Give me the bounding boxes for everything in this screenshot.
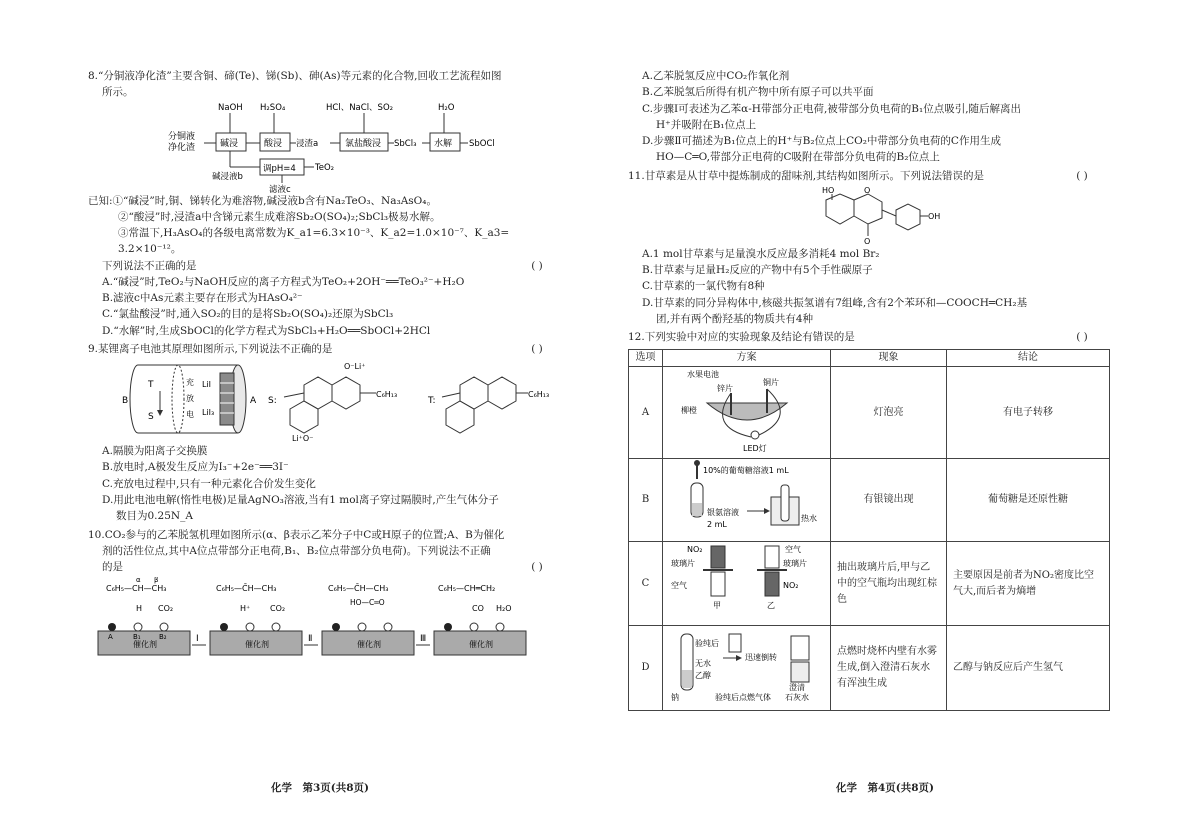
flow-box5-label: 调pH=4 [263,163,296,174]
row-a-option: A [629,366,663,459]
flow-box3-label: 氯盐酸浸 [345,138,382,149]
c-air-2: 空气 [784,544,801,554]
mech-h2o-4: H₂O [496,604,512,614]
mech-b1-1: B₁ [133,633,141,642]
q9-stem: ( ) 9.某锂离子电池其原理如图所示,下列说法不正确的是 [88,341,558,357]
q11-o-label: O [864,185,871,195]
q8-answer-paren: ( ) [531,259,543,272]
flow-mid-slag: 浸渣a [296,138,319,149]
mech-h-1: H [136,604,143,614]
q10-stem-line3: ( ) 的是 [88,559,558,575]
flow-mid-sbcl3: SbCl₃ [394,138,417,149]
struct-s-lio: Li⁺O⁻ [292,434,314,444]
q8-known-1: 已知:①“碱浸”时,铜、锑转化为难溶物,碱浸液b含有Na₂TeO₃、Na₃AsO₄。 [88,194,437,207]
q8-option-b: B.滤液c中As元素主要存在形式为HAsO₄²⁻ [102,292,303,305]
mech-mol-3: C₆H₅—C̄H—CH₃ [328,584,389,594]
q8-stem-line2: 所示。 [102,86,134,99]
flow-box1-label: 碱浸 [220,138,239,149]
d-ethanol: 乙醇 [694,671,711,681]
fruit-zinc: 锌片 [716,383,733,393]
silver-mirror-figure [667,459,827,535]
header-conclusion: 结论 [947,350,1110,367]
q10-stem-line1: 10.CO₂参与的乙苯脱氢机理如图所示(α、β表示乙苯分子中C或H原子的位置;A、B为催化 [88,528,505,541]
d-ignite: 验纯后点燃气体 [714,693,771,703]
mech-hoco-3: HO—C═O [350,598,385,608]
row-a-phenomenon: 灯泡亮 [831,366,947,459]
fruit-battery-figure [667,367,827,453]
row-a-conclusion: 有电子转移 [947,366,1110,459]
mech-cat-label-4: 催化剂 [469,640,493,650]
q10-option-b: B.乙苯脱氢后所得有机产物中所有原子可以共平面 [642,86,874,99]
d-verify: 验纯后 [694,639,719,649]
d-sodium: 钠 [670,693,679,703]
volume-label: 2 mL [706,520,727,530]
struct-t-label: T: [428,396,436,407]
q8-known-2: ②“酸浸”时,浸渣a中含锑元素生成难溶Sb₂O(SO₄)₂;SbCl₃极易水解。 [118,210,441,223]
q9-option-c: C.充放电过程中,只有一种元素化合价发生变化 [102,477,316,490]
fruit-orange: 柳橙 [680,405,697,415]
mech-co-4: CO [472,604,484,614]
mech-alpha: α [136,577,141,585]
battery-lii-label: LiI [202,380,212,390]
flow-reagent-h2o: H₂O [438,102,455,113]
q10-option-d-line2: HO—C═O,带部分正电荷的C吸附在带部分负电荷的B₂位点上 [656,151,940,164]
mech-b2-1: B₂ [159,633,167,642]
question-10 [88,527,558,666]
c-glass-2: 玻璃片 [782,558,807,568]
mech-beta: β [154,577,159,585]
q11-oh-label: OH [928,211,941,221]
battery-t-label: T [148,380,154,391]
q12-answer-paren: ( ) [1076,331,1088,344]
battery-electrode-stack [220,373,234,425]
battery-s-label: S [148,412,154,423]
q9-option-b: B.放电时,A极发生反应为I₃⁻+2e⁻══3I⁻ [102,461,289,474]
mech-step-2: Ⅱ [308,634,313,645]
q9-option-a: A.隔膜为阳离子交换膜 [102,445,208,458]
struct-s-molecule [284,377,376,433]
hotwater-label: 热水 [800,514,817,524]
q11-option-c: C.甘草素的一氯代物有8种 [642,280,765,293]
d-invert: 迅速倒转 [744,653,777,663]
q11-answer-paren: ( ) [1076,169,1088,182]
header-plan: 方案 [663,350,831,367]
left-column [88,68,558,667]
question-9 [88,341,558,525]
right-footer: 化学 第4页(共8页) [835,782,935,794]
q10-option-d-line1: D.步骤Ⅱ可描述为B₁位点上的H⁺与B₂位点上CO₂中带部分负电荷的C作用生成 [642,135,1001,148]
left-footer: 化学 第3页(共8页) [270,782,370,794]
q10-option-a: A.乙苯脱氢反应中CO₂作氧化剂 [642,70,790,82]
battery-discharge-label: 放 [186,394,194,404]
header-option: 选项 [629,350,663,367]
flow-reagent-hcl: HCl、NaCl、SO₂ [326,102,394,113]
table-row [629,366,1110,459]
struct-s-oli: O⁻Li⁺ [344,362,366,372]
battery-electrode-b: B [122,396,129,407]
mech-hplus-2: H⁺ [240,604,251,614]
c-jia: 甲 [712,600,721,610]
mech-mol-2: C₆H₅—C̄H—CH₃ [216,584,277,594]
row-d-conclusion: 乙醇与钠反应后产生氢气 [947,626,1110,711]
table-row [629,541,1110,626]
q11-ho-label: HO [822,185,835,195]
q8-flowchart [168,101,528,193]
struct-s-label: S: [268,396,277,407]
table-row [629,459,1110,542]
battery-electrode-a: A [250,396,257,407]
q11-option-b: B.甘草素与足量H₂反应的产物中有5个手性碳原子 [642,264,873,277]
fruit-led: LED灯 [742,443,767,453]
c-no2-top: NO₂ [686,544,702,554]
row-b-option: B [629,459,663,542]
mech-co2-1: CO₂ [158,604,174,614]
mech-step-3: Ⅲ [420,634,427,645]
mech-step-1: Ⅰ [196,634,199,645]
c-yi: 乙 [766,600,775,610]
question-11 [628,168,1103,328]
q8-ask: ( ) 下列说法不正确的是 [88,258,558,274]
row-d-phenomenon: 点燃时烧杯内壁有水雾生成,倒入澄清石灰水有浑浊生成 [831,626,947,711]
mech-mol-4: C₆H₅—CH═CH₂ [438,584,496,594]
header-phenomenon: 现象 [831,350,947,367]
q11-option-d-line2: 团,并有两个酚羟基的物质共有4种 [656,312,814,325]
struct-t-molecule [442,377,528,433]
q10-option-c-line2: H⁺并吸附在B₁位点上 [656,118,757,131]
q11-stem: ( ) 11.甘草素是从甘草中提炼制成的甜味剂,其结构如图所示。下列说法错误的是 [628,168,1103,184]
q12-experiment-table [628,349,1110,711]
flow-sub-liquor: 碱浸液b [212,171,243,182]
q11-structure [804,184,944,246]
question-10-options [628,68,1103,166]
q9-option-d-line2: 数目为0.25N_A [116,510,193,523]
flow-end-sbocl: SbOCl [469,138,495,149]
flow-end-filtrate: 滤液c [269,184,291,193]
q9-answer-paren: ( ) [531,342,543,355]
q10-option-c-line1: C.步骤Ⅰ可表述为乙苯α-H带部分正电荷,被带部分负电荷的B₁位点吸引,随后解离出 [642,102,1022,115]
battery-lii3-label: LiI₃ [202,408,215,418]
row-c-option: C [629,541,663,626]
flow-box2-label: 酸浸 [264,138,283,149]
glucose-label: 10%的葡萄糖溶液1 mL [702,466,789,476]
battery-charge-label: 充 [186,378,194,388]
fruit-copper: 铜片 [762,377,779,387]
d-clear: 澄清 [788,683,805,693]
flow-reagent-h2so4: H₂SO₄ [260,102,286,113]
flow-start: 分铜液 [168,131,196,142]
gas-diffusion-figure [667,542,827,620]
q11-keto-label: O [864,236,871,246]
d-limewater: 石灰水 [784,693,809,703]
c-air-1: 空气 [670,580,687,590]
question-8 [88,68,558,339]
mech-cat-label-3: 催化剂 [357,640,381,650]
q8-stem-line1: 8.“分铜液净化渣”主要含铜、碲(Te)、锑(Sb)、砷(As)等元素的化合物,回收工艺流程如图 [88,70,502,82]
ethanol-sodium-figure [667,626,827,704]
q8-known-4: 3.2×10⁻¹²。 [118,243,182,256]
c-no2-bottom: NO₂ [782,580,798,590]
c-glass-1: 玻璃片 [670,558,695,568]
row-b-conclusion: 葡萄糖是还原性糖 [947,459,1110,542]
flow-reagent-naoh: NaOH [218,102,243,113]
q10-mechanism-figure [88,577,558,665]
mech-cat-label-1: 催化剂 [133,640,157,650]
struct-t-r: C₆H₁₃ [528,390,550,400]
right-column [628,68,1103,713]
flow-start2: 净化渣 [168,142,196,153]
row-c-plan [663,541,831,626]
row-d-plan [663,626,831,711]
mech-cat-label-2: 催化剂 [245,640,269,650]
battery-electric-label: 电 [186,410,194,420]
row-b-phenomenon: 有银镜出现 [831,459,947,542]
mech-mol-1: C₆H₅—CH—CH₃ [106,584,167,594]
row-d-option: D [629,626,663,711]
flow-box4-label: 水解 [434,138,453,149]
q10-stem-line2: 剂的活性位点,其中A位点带部分正电荷,B₁、B₂位点带部分负电荷)。下列说法不正确 [102,544,491,557]
right-page [600,0,1200,838]
q10-answer-paren: ( ) [531,561,543,574]
question-12 [628,329,1103,711]
q11-option-a: A.1 mol甘草素与足量溴水反应最多消耗4 mol Br₂ [642,247,880,260]
q9-battery-figure [108,357,568,443]
q11-option-d-line1: D.甘草素的同分异构体中,核磁共振氢谱有7组峰,含有2个苯环和—COOCH═CH₂基 [642,296,1028,309]
ammonia-label: 银氨溶液 [706,508,739,518]
row-c-conclusion: 主要原因是前者为NO₂密度比空气大,而后者为熵增 [947,541,1110,626]
q8-option-a: A.“碱浸”时,TeO₂与NaOH反应的离子方程式为TeO₂+2OH⁻══TeO₃²⁻+H₂O [102,275,465,288]
row-a-plan [663,366,831,459]
fruit-title: 水果电池 [686,369,719,379]
q8-option-d: D.“水解”时,生成SbOCl的化学方程式为SbCl₃+H₂O══SbOCl+2HCl [102,324,431,337]
q8-option-c: C.“氯盐酸浸”时,通入SO₂的目的是将Sb₂O(SO₄)₂还原为SbCl₃ [102,308,394,321]
table-header-row [629,350,1110,367]
struct-s-r: C₆H₁₃ [376,390,398,400]
row-c-phenomenon: 抽出玻璃片后,甲与乙中的空气瓶均出现红棕色 [831,541,947,626]
d-anhydrous: 无水 [694,659,711,669]
q9-option-d-line1: D.用此电池电解(惰性电极)足量AgNO₃溶液,当有1 mol离子穿过隔膜时,产生气体分子 [102,493,499,506]
q8-known-3: ③常温下,H₃AsO₄的各级电离常数为K_a1=6.3×10⁻³、K_a2=1.0×10⁻⁷、K_a3= [118,227,510,240]
mech-a-1: A [108,633,113,642]
table-row [629,626,1110,711]
row-b-plan [663,459,831,542]
q12-stem: ( ) 12.下列实验中对应的实验现象及结论有错误的是 [628,329,1103,345]
mech-co2-2: CO₂ [270,604,286,614]
flow-end-teo2: TeO₂ [315,162,335,173]
